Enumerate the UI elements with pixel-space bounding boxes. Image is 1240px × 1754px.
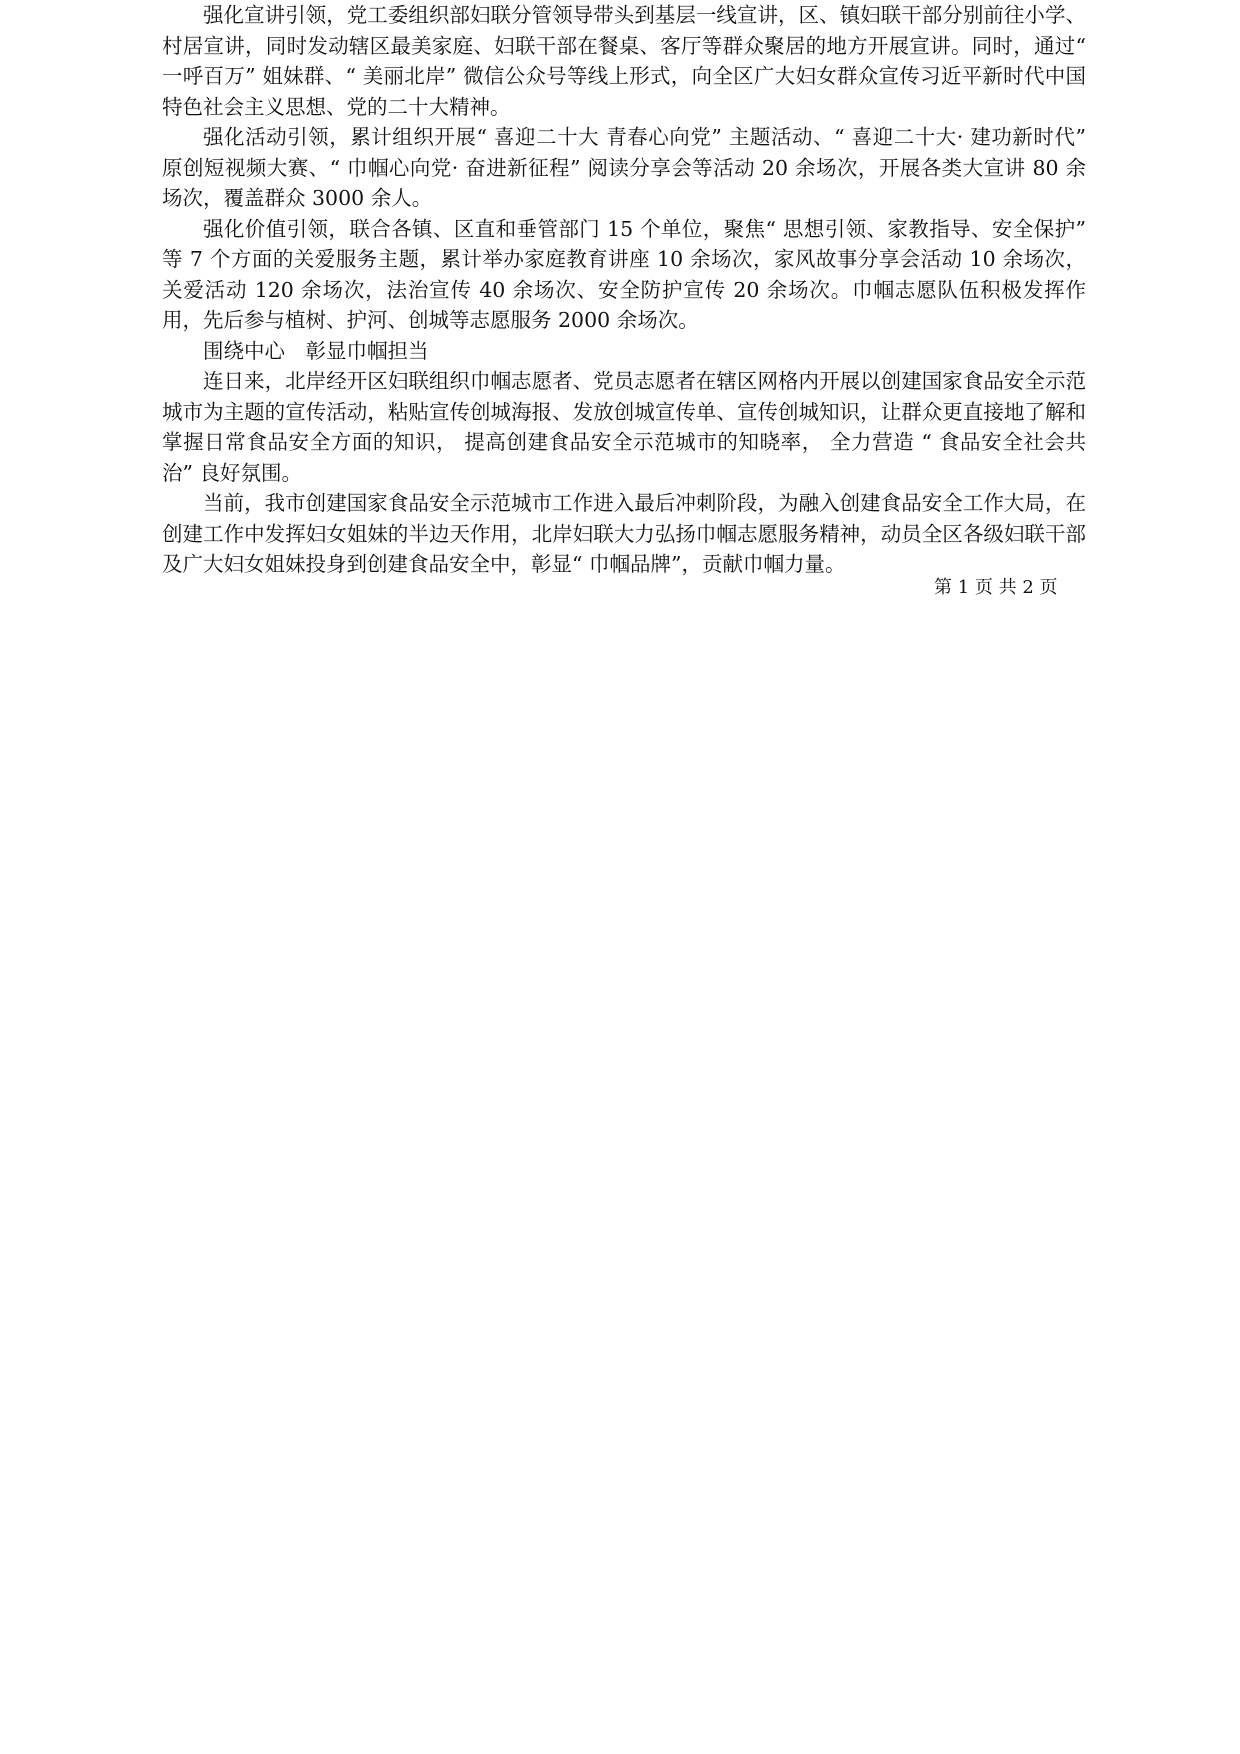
paragraph-food-safety-campaign: 连日来，北岸经开区妇联组织巾帼志愿者、党员志愿者在辖区网格内开展以创建国家食品安全示范城市为主题的宣传活动，粘贴宣传创城海报、发放创城宣传单、宣传创城知识，让群众更直接地了解和掌握日常食品安全方面的知识， 提高创建食品安全示范城市的知晓率， 全力营造 “ 食品安全社会共治” 良好氛围。 <box>162 369 1086 485</box>
section-heading: 围绕中心 彰显巾帼担当 <box>203 338 429 363</box>
page-number-footer: 第 1 页 共 2 页 <box>934 577 1058 598</box>
paragraph-publicity-guidance: 强化宣讲引领，党工委组织部妇联分管领导带头到基层一线宣讲，区、镇妇联干部分别前往小学、村居宣讲，同时发动辖区最美家庭、妇联干部在餐桌、客厅等群众聚居的地方开展宣讲。同时，通过“ 一呼百万” 姐妹群、“ 美丽北岸” 微信公众号等线上形式，向全区广大妇女群众宣传习近平新时代中国特色社会主义思想、党的二十大精神。 <box>162 3 1093 119</box>
paragraph-activity-guidance: 强化活动引领，累计组织开展“ 喜迎二十大 青春心向党” 主题活动、“ 喜迎二十大· 建功新时代” 原创短视频大赛、“ 巾帼心向党· 奋进新征程” 阅读分享会等活动 20 余场次，开展各类大宣讲 80 余场次，覆盖群众 3000 余人。 <box>162 125 1093 210</box>
paragraph-value-guidance: 强化价值引领，联合各镇、区直和垂管部门 15 个单位，聚焦“ 思想引领、家教指导、安全保护” 等 7 个方面的关爱服务主题，累计举办家庭教育讲座 10 余场次，家风故事分享会活动 10 余场次，关爱活动 120 余场次，法治宣传 40 余场次、安全防护宣传 20 余场次。巾帼志愿队伍积极发挥作用，先后参与植树、护河、创城等志愿服务 2000 余场次。 <box>162 216 1093 332</box>
paragraph-current-work: 当前，我市创建国家食品安全示范城市工作进入最后冲刺阶段，为融入创建食品安全工作大局，在创建工作中发挥妇女姐妹的半边天作用，北岸妇联大力弘扬巾帼志愿服务精神，动员全区各级妇联干部及广大妇女姐妹投身到创建食品安全中，彰显“ 巾帼品牌”，贡献巾帼力量。 <box>162 491 1086 576</box>
document-body <box>162 0 1093 580</box>
